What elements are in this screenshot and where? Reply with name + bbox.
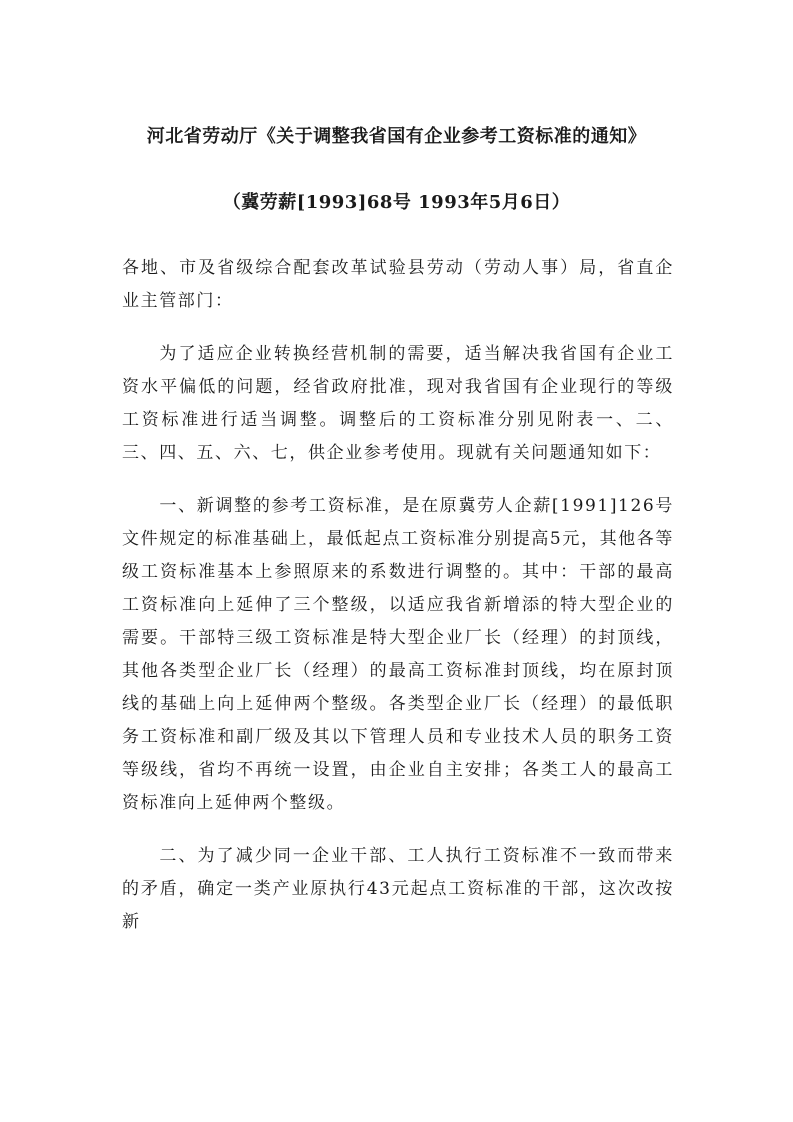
paragraph: 二、为了减少同一企业干部、工人执行工资标准不一致而带来的矛盾，确定一类产业原执行43元起点工资标准的干部，这次改按新 — [122, 846, 674, 932]
salutation: 各地、市及省级综合配套改革试验县劳动（劳动人事）局，省直企业主管部门： — [122, 258, 674, 311]
paragraph: 为了适应企业转换经营机制的需要，适当解决我省国有企业工资水平偏低的问题，经省政府批准，现对我省国有企业现行的等级工资标准进行适当调整。调整后的工资标准分别见附表一、二、三、四、五、六、七，供企业参考使用。现就有关问题通知如下： — [122, 344, 674, 463]
document-title: 河北省劳动厅《关于调整我省国有企业参考工资标准的通知》 — [146, 126, 647, 147]
document-body — [122, 252, 674, 959]
paragraph: 一、新调整的参考工资标准，是在原冀劳人企薪[1991]126号文件规定的标准基础上，最低起点工资标准分别提高5元，其他各等级工资标准基本上参照原来的系数进行调整的。其中：干部的最高工资标准向上延伸了三个整级，以适应我省新增添的特大型企业的需要。干部特三级工资标准是特大型企业厂长（经理）的封顶线，其他各类型企业厂长（经理）的最高工资标准封顶线，均在原封顶线的基础上向上延伸两个整级。各类型企业厂长（经理）的最低职务工资标准和副厂级及其以下管理人员和专业技术人员的职务工资等级线，省均不再统一设置，由企业自主安排；各类工人的最高工资标准向上延伸两个整级。 — [122, 496, 674, 813]
document-subtitle: （冀劳薪[1993]68号 1993年5月6日） — [222, 192, 571, 213]
